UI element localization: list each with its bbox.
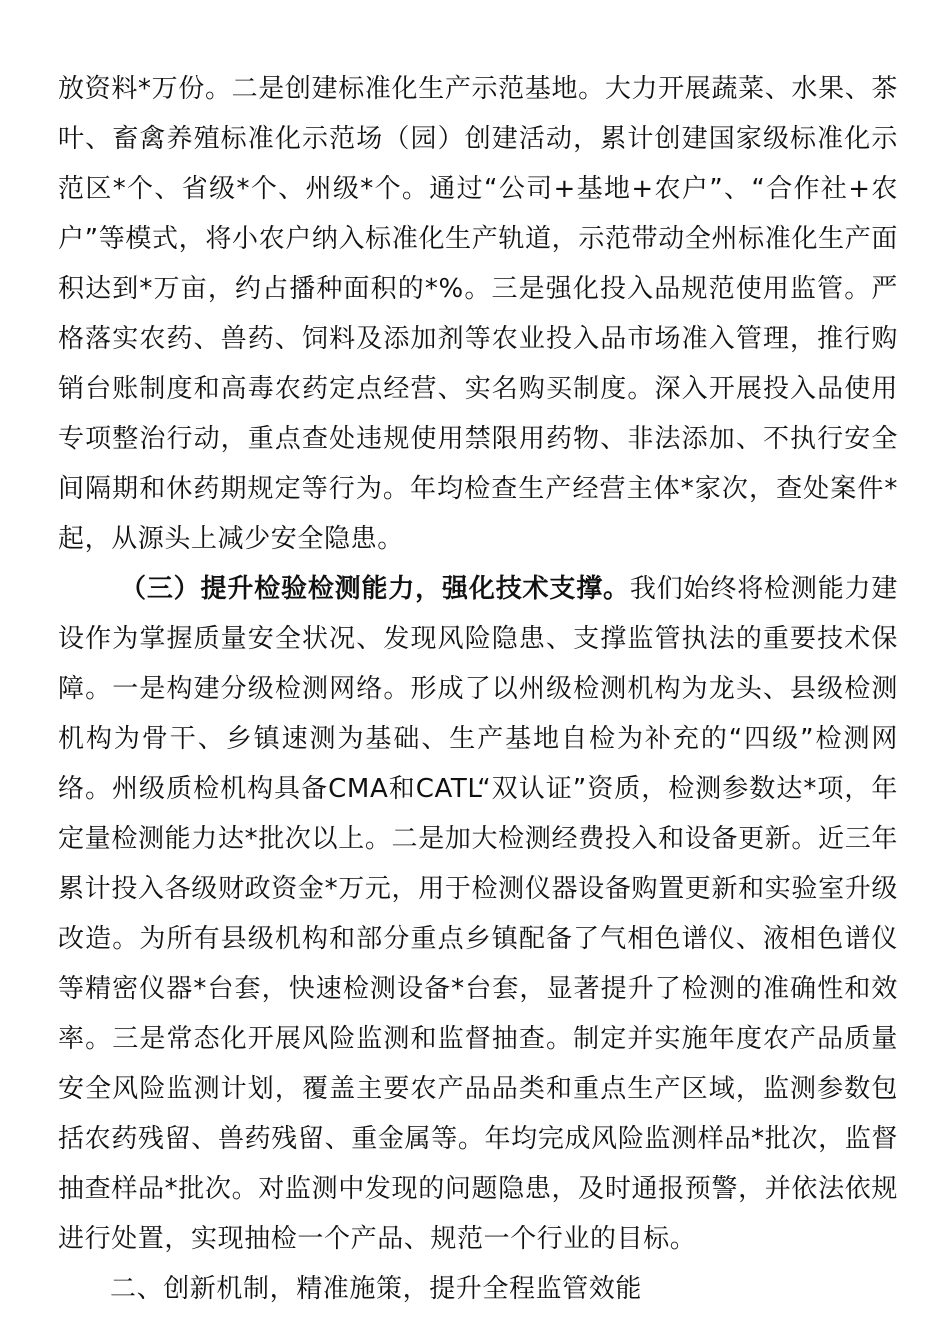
paragraph-inspection-capacity bbox=[58, 564, 898, 1264]
paragraph-continuation: 放资料*万份。二是创建标准化生产示范基地。大力开展蔬菜、水果、茶叶、畜禽养殖标准化示范场（园）创建活动，累计创建国家级标准化示范区*个、省级*个、州级*个。通过“公司+基地+农户”、“合作社+农户”等模式，将小农户纳入标准化生产轨道，示范带动全州标准化生产面积达到*万亩，约占播种面积的*%。三是强化投入品规范使用监管。严格落实农药、兽药、饲料及添加剂等农业投入品市场准入管理，推行购销台账制度和高毒农药定点经营、实名购买制度。深入开展投入品使用专项整治行动，重点查处违规使用禁限用药物、非法添加、不执行安全间隔期和休药期规定等行为。年均检查生产经营主体*家次，查处案件*起，从源头上减少安全隐患。 bbox=[58, 74, 898, 554]
subsection-heading: （三）提升检验检测能力，强化技术支撑。 bbox=[120, 574, 630, 604]
section-heading: 二、创新机制，精准施策，提升全程监管效能 bbox=[110, 1274, 643, 1304]
paragraph-body: 我们始终将检测能力建设作为掌握质量安全状况、发现风险隐患、支撑监管执法的重要技术保障。一是构建分级检测网络。形成了以州级检测机构为龙头、县级检测机构为骨干、乡镇速测为基础、生产基地自检为补充的“四级”检测网络。州级质检机构具备CMA和CATL“双认证”资质，检测参数达*项，年定量检测能力达*批次以上。二是加大检测经费投入和设备更新。近三年累计投入各级财政资金*万元，用于检测仪器设备购置更新和实验室升级改造。为所有县级机构和部分重点乡镇配备了气相色谱仪、液相色谱仪等精密仪器*台套，快速检测设备*台套，显著提升了检测的准确性和效率。三是常态化开展风险监测和监督抽查。制定并实施年度农产品质量安全风险监测计划，覆盖主要农产品品类和重点生产区域，监测参数包括农药残留、兽药残留、重金属等。年均完成风险监测样品*批次，监督抽查样品*批次。对监测中发现的问题隐患，及时通报预警，并依法依规进行处置，实现抽检一个产品、规范一个行业的目标。 bbox=[58, 574, 898, 1254]
document-page bbox=[58, 64, 898, 1314]
